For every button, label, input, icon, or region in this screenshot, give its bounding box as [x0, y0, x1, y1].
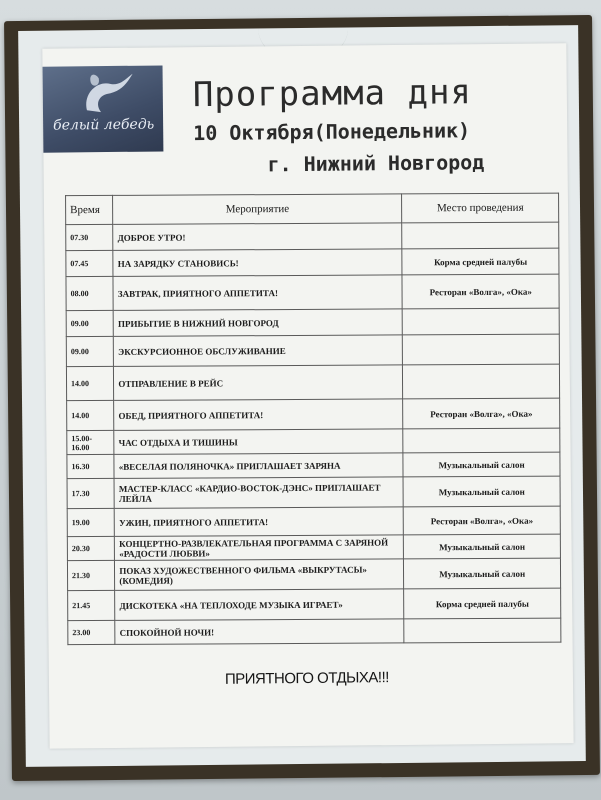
- picture-frame: [4, 15, 600, 781]
- logo-text: белый лебедь: [53, 116, 155, 134]
- row-time: 23.00: [68, 620, 115, 644]
- plastic-sleeve: [18, 25, 586, 767]
- table-row: [66, 248, 559, 277]
- table-row: [66, 364, 559, 401]
- page-title: Программа дня: [192, 72, 473, 116]
- row-event: МАСТЕР-КЛАСС «КАРДИО-ВОСТОК-ДЭНС» ПРИГЛАШАЕТ ЛЕЙЛА: [114, 477, 403, 509]
- swan-logo: [43, 65, 164, 152]
- table-row: [68, 588, 561, 621]
- row-time: 08.00: [66, 276, 113, 310]
- table-row: [68, 618, 561, 645]
- row-time: 21.30: [67, 560, 114, 590]
- table-row: [67, 476, 560, 509]
- row-time: 07.45: [66, 250, 113, 276]
- row-event: ЗАВТРАК, ПРИЯТНОГО АППЕТИТА!: [113, 275, 402, 311]
- table-row: [66, 308, 559, 337]
- row-place: Музыкальный салон: [403, 452, 560, 477]
- table-header-row: [66, 193, 559, 225]
- row-place: Корма средней палубы: [402, 248, 559, 275]
- row-time: 21.45: [68, 590, 115, 620]
- table-row: [67, 428, 560, 455]
- row-event: ПРИБЫТИЕ В НИЖНИЙ НОВГОРОД: [113, 309, 402, 337]
- row-place: Ресторан «Волга», «Ока»: [404, 506, 561, 535]
- row-time: 07.30: [66, 224, 113, 250]
- table-row: [67, 452, 560, 479]
- row-place: [403, 364, 560, 399]
- row-place: [402, 222, 559, 249]
- row-place: Ресторан «Волга», «Ока»: [403, 398, 560, 429]
- row-time: 16.30: [67, 454, 114, 478]
- row-place: [403, 334, 560, 365]
- row-time: 09.00: [66, 310, 113, 336]
- row-place: Корма средней палубы: [404, 588, 561, 619]
- row-place: Музыкальный салон: [404, 558, 561, 589]
- closing-message: ПРИЯТНОГО ОТДЫХА!!!: [224, 669, 389, 688]
- schedule-sheet: [42, 43, 573, 748]
- table-row: [67, 398, 560, 431]
- table-row: [66, 334, 559, 367]
- row-event: ОБЕД, ПРИЯТНОГО АППЕТИТА!: [114, 399, 403, 431]
- column-header-time: Время: [66, 195, 113, 224]
- row-time: 14.00: [66, 366, 113, 400]
- city-line: г. Нижний Новгород: [267, 150, 485, 177]
- row-event: НА ЗАРЯДКУ СТАНОВИСЬ!: [113, 249, 402, 277]
- swan-icon: [77, 70, 137, 119]
- column-header-place: Место проведения: [402, 193, 559, 223]
- row-event: ДИСКОТЕКА «НА ТЕПЛОХОДЕ МУЗЫКА ИГРАЕТ»: [115, 589, 404, 621]
- row-event: УЖИН, ПРИЯТНОГО АППЕТИТА!: [114, 507, 403, 537]
- row-event: ДОБРОЕ УТРО!: [113, 223, 402, 251]
- row-place: [403, 428, 560, 453]
- row-event: ЭКСКУРСИОННОЕ ОБСЛУЖИВАНИЕ: [114, 335, 403, 367]
- row-time: 15.00-16.00: [67, 430, 114, 454]
- row-event: ЧАС ОТДЫХА И ТИШИНЫ: [114, 429, 403, 455]
- table-row: [67, 534, 560, 561]
- row-place: Музыкальный салон: [403, 476, 560, 507]
- row-event: ПОКАЗ ХУДОЖЕСТВЕННОГО ФИЛЬМА «ВЫКРУТАСЫ» (КОМЕДИЯ): [115, 559, 404, 591]
- row-time: 20.30: [67, 536, 114, 560]
- row-time: 19.00: [67, 508, 114, 536]
- row-time: 09.00: [66, 336, 113, 366]
- table-row: [66, 222, 559, 251]
- row-event: СПОКОЙНОЙ НОЧИ!: [115, 619, 404, 645]
- row-place: Ресторан «Волга», «Ока»: [402, 274, 559, 309]
- date-line: 10 Октября(Понедельник): [193, 118, 471, 146]
- table-row: [66, 274, 559, 311]
- column-header-event: Мероприятие: [113, 194, 402, 225]
- table-row: [67, 506, 560, 537]
- schedule-table: [65, 193, 561, 646]
- row-place: [403, 308, 560, 335]
- row-place: [404, 618, 561, 643]
- row-event: ОТПРАВЛЕНИЕ В РЕЙС: [114, 365, 403, 401]
- row-event: «ВЕСЕЛАЯ ПОЛЯНОЧКА» ПРИГЛАШАЕТ ЗАРЯНА: [114, 453, 403, 479]
- table-row: [67, 558, 560, 591]
- row-event: КОНЦЕРТНО-РАЗВЛЕКАТЕЛЬНАЯ ПРОГРАММА С ЗАРЯНОЙ «РАДОСТИ ЛЮБВИ»: [115, 535, 404, 561]
- row-place: Музыкальный салон: [404, 534, 561, 559]
- row-time: 17.30: [67, 478, 114, 508]
- row-time: 14.00: [67, 400, 114, 430]
